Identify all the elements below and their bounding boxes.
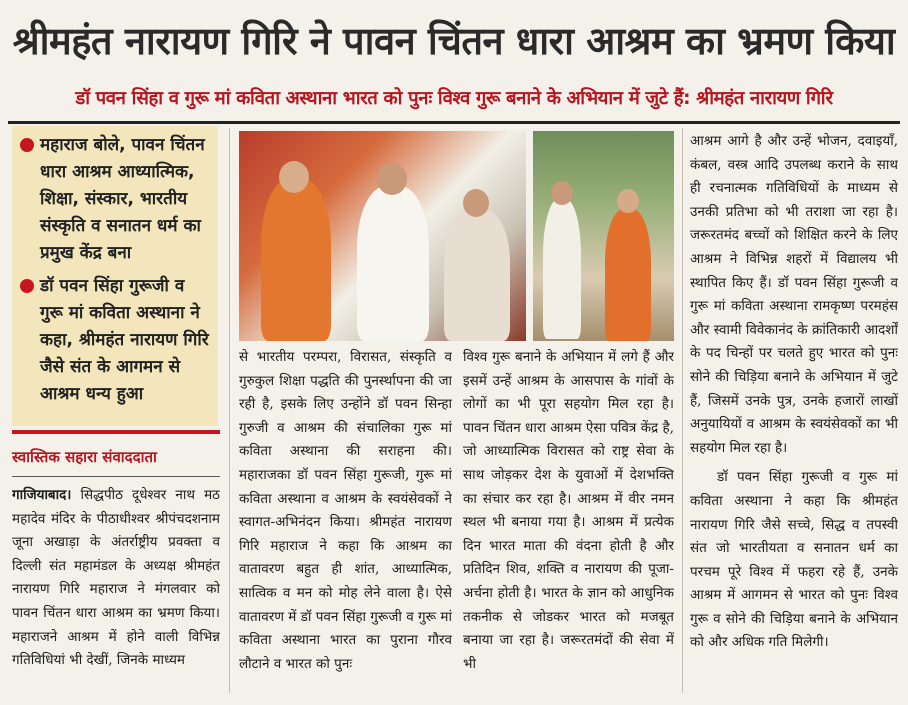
article-column-4 bbox=[690, 130, 898, 698]
headline: श्रीमहंत नारायण गिरि ने पावन चिंतन धारा आश्रम का भ्रमण किया bbox=[12, 19, 896, 63]
highlight-text: महाराज बोले, पावन चिंतन धारा आश्रम आध्यात्मिक, शिक्षा, संस्कार, भारतीय संस्कृति व सनातन धर्म का प्रमुख केंद्र बना bbox=[40, 135, 205, 263]
byline-divider bbox=[12, 476, 220, 477]
highlight-divider bbox=[12, 430, 220, 434]
column-text: विश्व गुरू बनाने के अभियान में लगे हैं और इसमें उन्हें आश्रम के आसपास के गांवों के लोगों का भी पूरा सहयोग मिल रहा है। पावन चिंतन धारा आश्रम ऐसा पवित्र केंद्र है, जो आध्यात्मिक विरासत को राष्ट्र सेवा के साथ जोड़कर देश के युवाओं में देशभक्ति का संचार कर रहा है। आश्रम में वीर नमन स्थल भी बनाया गया है। आश्रम में प्रत्येक दिन भारत माता की वंदना होती है और प्रतिदिन शिव, शक्ति व नारायण की पूजा-अर्चना होती है। भारत के ज्ञान को आधुनिक तकनीक से जोडकर भारत को मजबूत बनाया जा रहा है। जरूरतमंदों की सेवा में भी bbox=[463, 349, 674, 672]
bullet-icon bbox=[20, 279, 34, 293]
column-text: सिद्धपीठ दूधेश्वर नाथ मठ महादेव मंदिर के पीठाधीश्वर श्रीपंचदशनाम जूना अखाड़ा के अंतर्राष्ट्रीय प्रवक्ता व दिल्ली संत महामंडल के अध्यक्ष श्रीमहंत नारायण गिरि महाराज ने मंगलवार को पावन चिंतन धारा आश्रम का भ्रमण किया। महाराजने आश्रम में होने वाली विभिन्न गतिविधियां भी देखीं, जिनके माध्यम bbox=[12, 487, 220, 669]
photo-group-portrait bbox=[239, 131, 526, 341]
article-column-1 bbox=[12, 484, 220, 698]
highlight-item bbox=[12, 267, 218, 408]
bullet-icon bbox=[20, 138, 34, 152]
column-text: डॉ पवन सिंहा गुरूजी व गुरू मां कविता अस्थाना ने कहा कि श्रीमहंत नारायण गिरि जैसे सच्चे, सिद्ध व तपस्वी संत जो भारतीयता व सनातन धर्म का परचम पूरे विश्व में फहरा रहे हैं, उनके आश्रम में आगमन से भारत को पुनः विश्व गुरू व सोने की चिड़िया बनाने के अभियान को और अधिक गति मिलेगी। bbox=[690, 469, 898, 651]
photo-walking bbox=[533, 131, 674, 341]
highlights-box bbox=[12, 126, 218, 426]
dateline: गाजियाबाद। bbox=[12, 487, 72, 503]
column-text: से भारतीय परम्परा, विरासत, संस्कृति व गुरुकुल शिक्षा पद्धति की पुनर्स्थापना की जा रही है, इसके लिए उन्होंने डॉ पवन सिन्हा गुरुजी व आश्रम की संचालिका गुरू मां कविता अस्थाना की सराहना की। महाराजका डॉ पवन सिंहा गुरूजी, गुरू मां कविता अस्थाना व आश्रम के स्वयंसेवकों ने स्वागत-अभिनंदन किया। श्रीमहंत नारायण गिरि महाराज ने कहा कि आश्रम का वातावरण बहुत ही शांत, आध्यात्मिक, सात्विक व मन को मोह लेने वाला है। ऐसे वातावरण में डॉ पवन सिंहा गुरूजी व गुरू मां कविता अस्थाना भारत का पुराना गौरव लौटाने व भारत को पुनः bbox=[239, 349, 452, 672]
subheadline: डॉ पवन सिंहा व गुरू मां कविता अस्थाना भारत को पुनः विश्व गुरू बनाने के अभियान में जुटे हैं: श्रीमहंत नारायण गिरि bbox=[75, 88, 833, 109]
highlight-item bbox=[12, 126, 218, 267]
article-column-3 bbox=[463, 346, 674, 696]
byline: स्वास्तिक सहारा संवाददाता bbox=[12, 448, 157, 466]
article-column-2 bbox=[239, 346, 452, 696]
header-divider bbox=[8, 121, 900, 124]
column-divider bbox=[229, 128, 230, 693]
column-text: आश्रम आगे है और उन्हें भोजन, दवाइयाँ, कंबल, वस्त्र आदि उपलब्ध कराने के साथ ही रचनात्मक गतिविधियों के माध्यम से उनकी प्रतिभा को भी तराशा जा रहा है। जरूरतमंद बच्चों को शिक्षित करने के लिए आश्रम ने विभिन्न शहरों में विद्यालय भी स्थापित किए हैं। डॉ पवन सिंहा गुरूजी व गुरू मां कविता अस्थाना रामकृष्ण परमहंस और स्वामी विवेकानंद के क्रांतिकारी आदर्शों के पद चिन्हों पर चलते हुए भारत को पुनः सोने की चिड़िया बनाने के अभियान में जुटे हैं, जिसमें उनके पुत्र, उनके हजारों लाखों अनुयायियों व आश्रम के स्वयंसेवकों का भी सहयोग मिल रहा है। bbox=[690, 133, 898, 456]
column-divider bbox=[682, 128, 683, 693]
highlight-text: डॉ पवन सिंहा गुरूजी व गुरू मां कविता अस्थाना ने कहा, श्रीमहंत नारायण गिरि जैसे संत के आगमन से आश्रम धन्य हुआ bbox=[40, 276, 209, 404]
